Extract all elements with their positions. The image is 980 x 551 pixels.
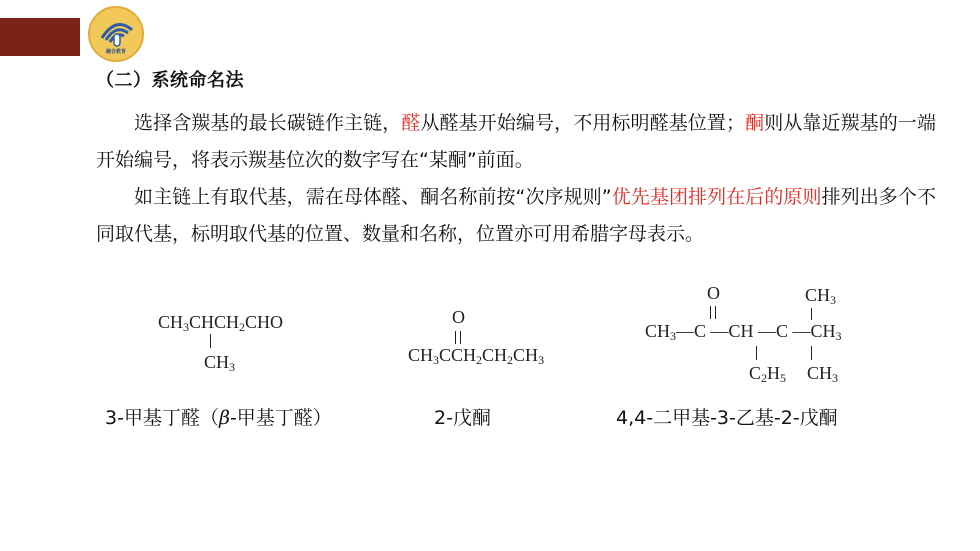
formula-4-4-dimethyl-3-ethyl-2-pentanone: [645, 283, 945, 393]
example-name-3: 4,4-二甲基-3-乙基-2-戊酮: [616, 407, 838, 429]
single-bond: [811, 308, 812, 320]
double-bond: [455, 331, 461, 344]
p1-text-3: 则从靠近羰基的一端开始编号，将表示羰基位次的数字写在“某酮”前面。: [96, 112, 936, 171]
section-heading: （二）系统命名法: [96, 70, 244, 91]
formula-main-chain: $CH_3CHCH_2CHO$: [158, 312, 284, 334]
ethyl-substituent: $C_2H_5$: [749, 363, 787, 385]
logo-text: 融合教育: [105, 49, 126, 55]
p1-text-2: 从醛基开始编号，不用标明醛基位置；: [420, 112, 745, 134]
p1-red-aldehyde: 醛: [401, 112, 421, 134]
p1-red-ketone: 酮: [745, 112, 765, 134]
p1-text-1: 选择含羰基的最长碳链作主链，: [134, 112, 402, 134]
example-name-2: 2-戊酮: [434, 407, 491, 429]
carbonyl-oxygen: O: [452, 307, 465, 327]
single-bond: [811, 346, 812, 360]
example-name-1a: 3-甲基丁醛（: [105, 407, 219, 429]
single-bond: [756, 346, 757, 360]
formula-substituent: $CH_3$: [204, 352, 236, 374]
p2-red-rule: 优先基团排列在后的原则: [611, 186, 822, 208]
formula-main-chain: $CH_3—C$ —CH —C $—CH_3$: [645, 321, 842, 343]
formula-main-chain: $CH_3CCH_2CH_2CH_3$: [408, 345, 545, 367]
paragraph-2: [96, 179, 936, 253]
paragraph-1: [96, 105, 936, 179]
methyl-substituent: $CH_3$: [807, 363, 839, 385]
greek-beta: β: [218, 407, 230, 429]
top-methyl: $CH_3$: [805, 285, 837, 307]
carbonyl-oxygen: O: [707, 283, 720, 303]
example-name-1b: -甲基丁醛）: [229, 407, 332, 429]
title-accent-bar: [0, 18, 80, 56]
p2-text-1: 如主链上有取代基，需在母体醛、酮名称前按“次序规则”: [134, 186, 612, 208]
single-bond: [210, 334, 211, 348]
example-name-1: [105, 403, 332, 430]
double-bond: [710, 306, 716, 319]
p2-text-2: 排列出多个不同取代基，标明取代基的位置、数量和名称，位置亦可用希腊字母表示。: [96, 186, 936, 245]
logo-badge: [88, 6, 144, 62]
